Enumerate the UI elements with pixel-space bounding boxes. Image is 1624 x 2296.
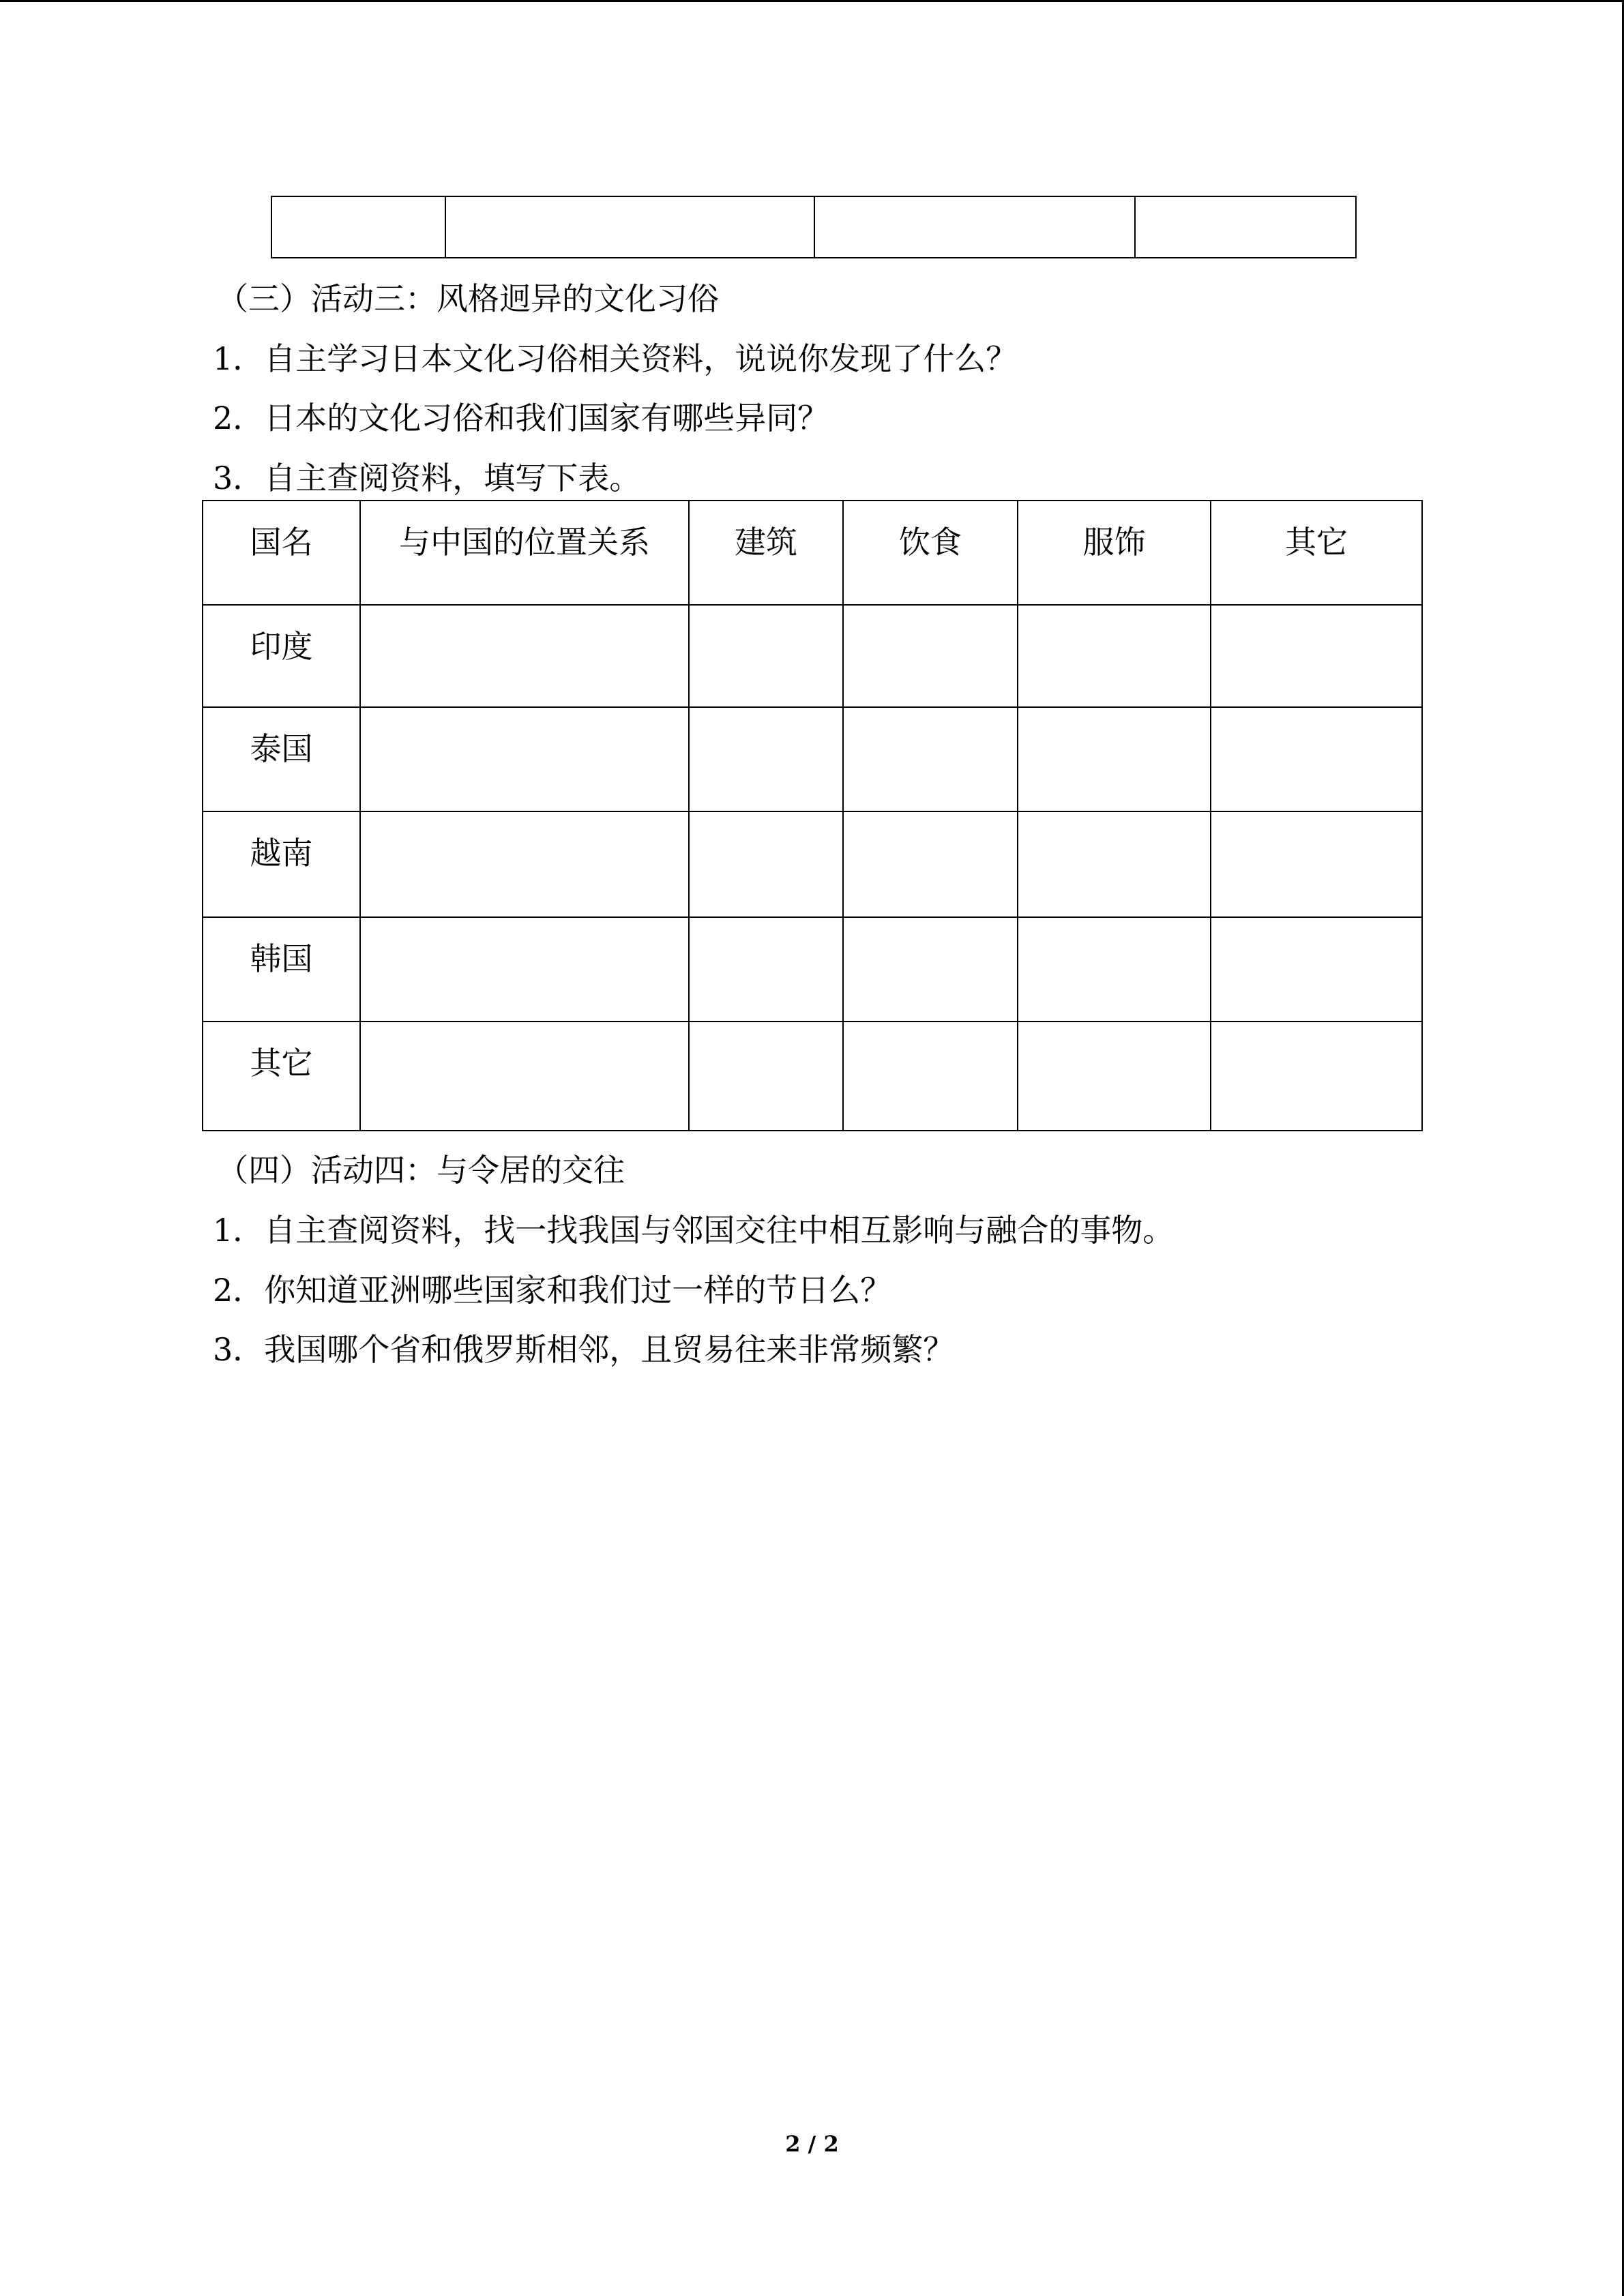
culture-comparison-table (202, 500, 1423, 1131)
table-cell[interactable] (1018, 811, 1211, 917)
table-cell[interactable] (1018, 605, 1211, 707)
header-clothing: 服饰 (1018, 501, 1211, 605)
table-cell[interactable] (360, 605, 689, 707)
table-cell[interactable] (1018, 707, 1211, 811)
table-cell[interactable] (1211, 605, 1422, 707)
table-cell (445, 196, 814, 258)
table-cell[interactable] (843, 917, 1018, 1022)
table-row (203, 707, 1422, 811)
header-architecture: 建筑 (689, 501, 843, 605)
table-cell[interactable] (843, 605, 1018, 707)
table-row (271, 196, 1356, 258)
section4-question-2: 2．你知道亚洲哪些国家和我们过一样的节日么？ (213, 1272, 892, 1309)
previous-table-last-row (271, 196, 1357, 258)
section4-question-3: 3．我国哪个省和俄罗斯相邻，且贸易往来非常频繁？ (213, 1331, 955, 1368)
table-cell[interactable] (1211, 811, 1422, 917)
table-row (203, 811, 1422, 917)
page-number: 2 / 2 (785, 2131, 839, 2157)
header-food: 饮食 (843, 501, 1018, 605)
row-label-vietnam: 越南 (203, 811, 360, 917)
table-cell[interactable] (843, 707, 1018, 811)
table-cell[interactable] (689, 605, 843, 707)
section3-heading: （三）活动三：风格迥异的文化习俗 (217, 280, 719, 317)
table-cell[interactable] (843, 811, 1018, 917)
header-position-relation: 与中国的位置关系 (360, 501, 689, 605)
table-cell[interactable] (689, 811, 843, 917)
section3-question-2: 2．日本的文化习俗和我们国家有哪些异同？ (213, 400, 829, 436)
table-cell (814, 196, 1135, 258)
section3-question-1: 1．自主学习日本文化习俗相关资料，说说你发现了什么？ (213, 340, 1018, 377)
table-cell[interactable] (689, 1022, 843, 1131)
table-cell[interactable] (360, 707, 689, 811)
table-row (203, 917, 1422, 1022)
table-cell (271, 196, 445, 258)
table-cell[interactable] (360, 917, 689, 1022)
row-label-other: 其它 (203, 1022, 360, 1131)
table-cell[interactable] (689, 707, 843, 811)
table-cell[interactable] (1018, 917, 1211, 1022)
header-country-name: 国名 (203, 501, 360, 605)
header-other: 其它 (1211, 501, 1422, 605)
table-cell[interactable] (360, 1022, 689, 1131)
table-row (203, 605, 1422, 707)
page-top-border (0, 0, 1624, 2)
row-label-korea: 韩国 (203, 917, 360, 1022)
table-cell[interactable] (1211, 707, 1422, 811)
table-cell[interactable] (843, 1022, 1018, 1131)
section4-heading: （四）活动四：与令居的交往 (217, 1152, 625, 1189)
table-cell[interactable] (1018, 1022, 1211, 1131)
table-cell[interactable] (360, 811, 689, 917)
table-cell[interactable] (1211, 1022, 1422, 1131)
table-cell (1135, 196, 1356, 258)
section4-question-1: 1．自主查阅资料，找一找我国与邻国交往中相互影响与融合的事物。 (213, 1212, 1175, 1249)
row-label-india: 印度 (203, 605, 360, 707)
table-row (203, 1022, 1422, 1131)
row-label-thailand: 泰国 (203, 707, 360, 811)
section3-question-3: 3．自主查阅资料，填写下表。 (213, 460, 641, 496)
table-header-row (203, 501, 1422, 605)
table-cell[interactable] (689, 917, 843, 1022)
table-cell[interactable] (1211, 917, 1422, 1022)
